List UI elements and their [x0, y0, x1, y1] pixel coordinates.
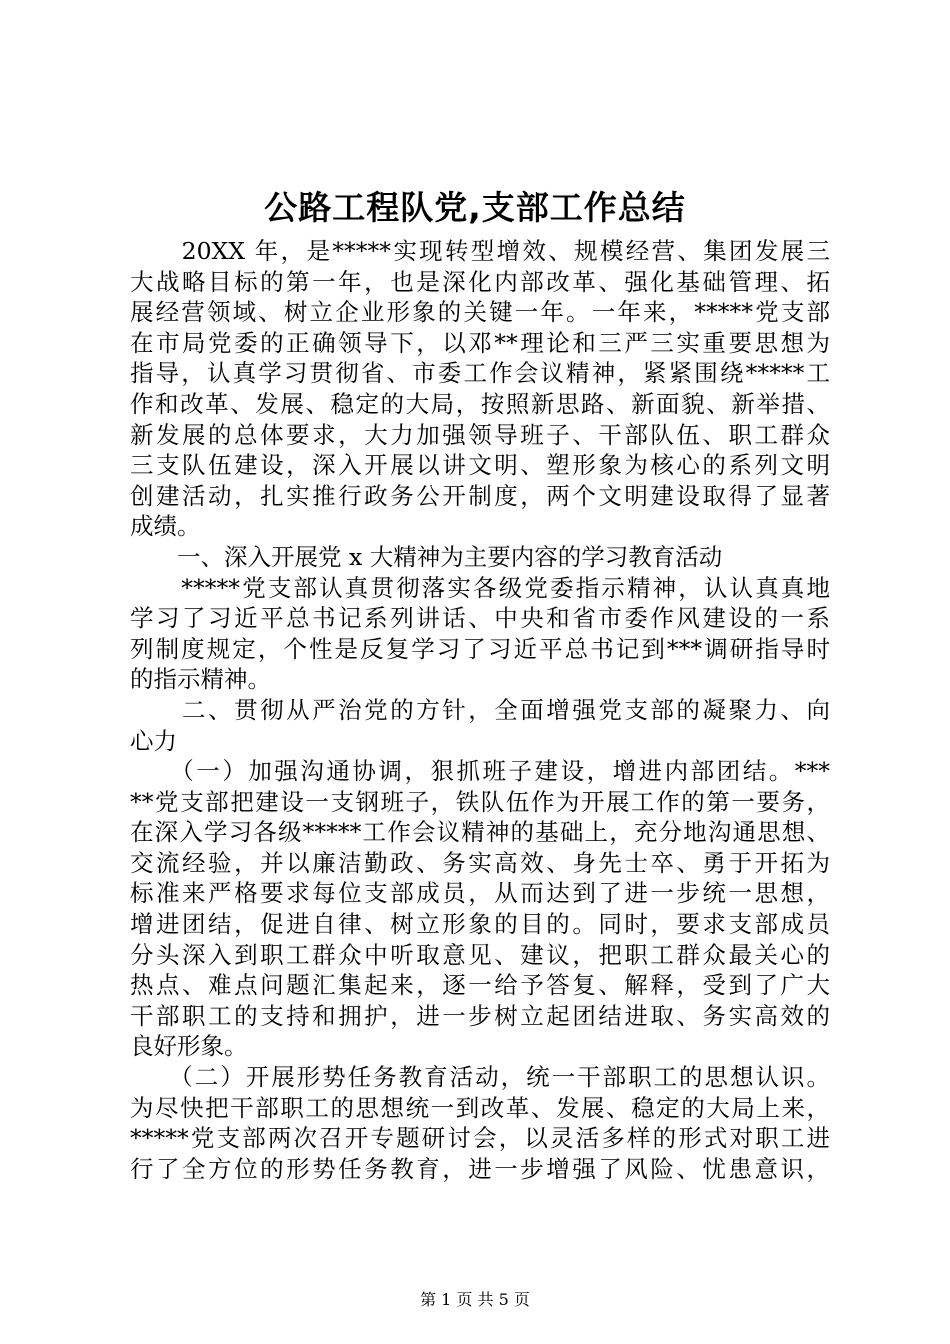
text-line: **党支部把建设一支钢班子，铁队伍作为开展工作的第一要务，: [130, 787, 830, 816]
text-line: *****党支部认真贯彻落实各级党委指示精神，认认真真地: [130, 573, 830, 602]
text-line: 的指示精神。: [130, 665, 271, 694]
text-line: 创建活动，扎实推行政务公开制度，两个文明建设取得了显著: [130, 481, 830, 510]
text-line: 交流经验，并以廉洁勤政、务实高效、身先士卒、勇于开拓为: [130, 848, 830, 877]
text-line: 在深入学习各级*****工作会议精神的基础上，充分地沟通思想、: [130, 818, 830, 847]
section-heading: 心力: [130, 726, 177, 755]
text-line: 学习了习近平总书记系列讲话、中央和省市委作风建设的一系: [130, 604, 830, 633]
text-line: 新发展的总体要求，大力加强领导班子、干部队伍、职工群众: [130, 420, 830, 449]
section-heading: 二、贯彻从严治党的方针，全面增强党支部的凝聚力、向: [130, 695, 830, 724]
text-line: 分头深入到职工群众中听取意见、建议，把职工群众最关心的: [130, 940, 830, 969]
text-line: 成绩。: [130, 512, 201, 541]
text-line: 为尽快把干部职工的思想统一到改革、发展、稳定的大局上来，: [130, 1093, 830, 1122]
text-line: *****党支部两次召开专题研讨会，以灵活多样的形式对职工进: [130, 1124, 830, 1153]
text-line: （一）加强沟通协调，狠抓班子建设，增进内部团结。***: [130, 757, 830, 786]
text-line: 在市局党委的正确领导下，以邓**理论和三严三实重要思想为: [130, 328, 830, 357]
document-body: [130, 236, 830, 1184]
text-line: 20XX 年，是*****实现转型增效、规模经营、集团发展三: [130, 237, 830, 265]
text-line: 增进团结，促进自律、树立形象的目的。同时，要求支部成员: [130, 910, 830, 939]
text-line: 展经营领域、树立企业形象的关键一年。一年来，*****党支部: [130, 298, 830, 327]
text-line: 三支队伍建设，深入开展以讲文明、塑形象为核心的系列文明: [130, 451, 830, 480]
section-heading: 一、深入开展党 x 大精神为主要内容的学习教育活动: [130, 542, 723, 571]
page-title: 公路工程队党,支部工作总结: [264, 188, 686, 227]
text-line: 良好形象。: [130, 1032, 248, 1061]
text-line: 干部职工的支持和拥护，进一步树立起团结进取、务实高效的: [130, 1001, 830, 1030]
text-line: 作和改革、发展、稳定的大局，按照新思路、新面貌、新举措、: [130, 389, 830, 418]
text-line: 指导，认真学习贯彻省、市委工作会议精神，紧紧围绕*****工: [130, 359, 830, 388]
text-line: 热点、难点问题汇集起来，逐一给予答复、解释，受到了广大: [130, 971, 830, 1000]
page-footer: 第 1 页 共 5 页: [420, 1290, 530, 1309]
text-line: 标准来严格要求每位支部成员，从而达到了进一步统一思想，: [130, 879, 830, 908]
text-line: 列制度规定，个性是反复学习了习近平总书记到***调研指导时: [130, 634, 830, 663]
text-line: （二）开展形势任务教育活动，统一干部职工的思想认识。: [130, 1063, 830, 1092]
text-line: 行了全方位的形势任务教育，进一步增强了风险、忧患意识，: [130, 1154, 830, 1183]
text-line: 大战略目标的第一年，也是深化内部改革、强化基础管理、拓: [130, 267, 830, 296]
